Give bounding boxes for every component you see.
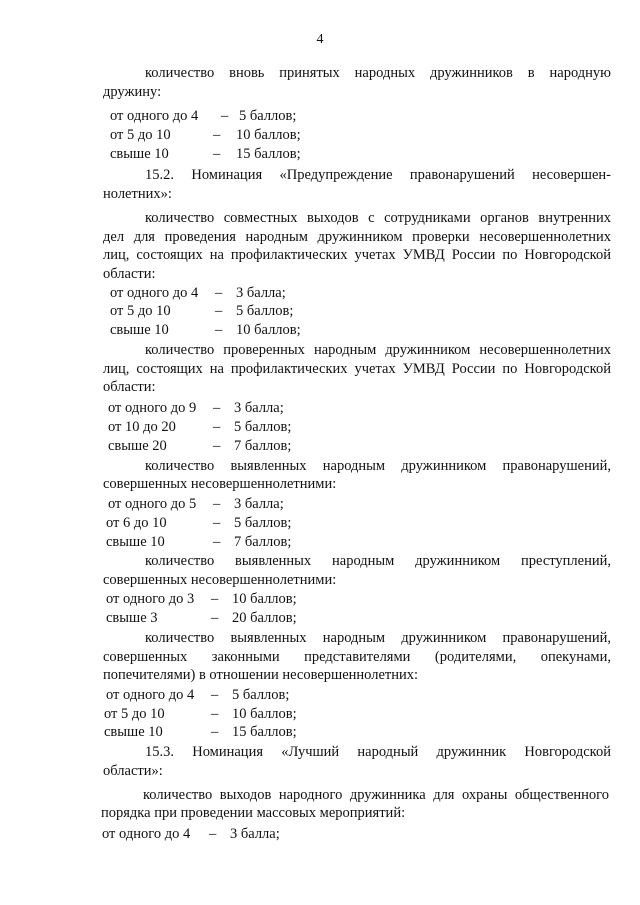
dash: –: [211, 724, 219, 740]
score-range: от одного до 9: [108, 400, 197, 416]
score-value: 5 баллов;: [239, 108, 297, 124]
score-range: свыше 10: [104, 724, 163, 740]
paragraph-line: дружину:: [103, 84, 162, 100]
score-value: 5 баллов;: [236, 303, 294, 319]
score-range: от 5 до 10: [110, 303, 171, 319]
dash: –: [213, 515, 221, 531]
score-value: 7 баллов;: [234, 438, 292, 454]
dash: –: [215, 303, 223, 319]
paragraph-line: совершенных несовершеннолетними:: [103, 572, 337, 588]
score-value: 5 баллов;: [234, 515, 292, 531]
score-range: от 5 до 10: [110, 127, 171, 143]
section-heading: 15.3. Номинация «Лучший народный дружинник Новгородской: [145, 744, 611, 760]
score-range: от одного до 4: [110, 285, 199, 301]
score-value: 3 балла;: [234, 400, 284, 416]
dash: –: [213, 534, 221, 550]
score-range: от одного до 4: [102, 826, 191, 842]
dash: –: [213, 419, 221, 435]
dash: –: [215, 322, 223, 338]
paragraph-line: области:: [103, 379, 156, 395]
score-range: от 10 до 20: [108, 419, 176, 435]
score-range: свыше 10: [106, 534, 165, 550]
paragraph-line: нолетних»:: [103, 186, 172, 202]
paragraph-line: количество выявленных народным дружинником правонарушений,: [145, 458, 611, 474]
score-value: 5 баллов;: [234, 419, 292, 435]
dash: –: [211, 610, 219, 626]
score-range: от 6 до 10: [106, 515, 167, 531]
dash: –: [211, 706, 219, 722]
score-range: свыше 10: [110, 146, 169, 162]
dash: –: [215, 285, 223, 301]
dash: –: [221, 108, 229, 124]
paragraph-line: совершенных законными представителями (родителями, опекунами,: [103, 649, 611, 665]
paragraph-line: лиц, состоящих на профилактических учетах УМВД России по Новгородской: [103, 247, 611, 263]
score-value: 15 баллов;: [232, 724, 297, 740]
score-range: от 5 до 10: [104, 706, 165, 722]
score-range: от одного до 3: [106, 591, 195, 607]
paragraph-line: количество выявленных народным дружинником преступлений,: [145, 553, 611, 569]
paragraph-line: порядка при проведении массовых мероприятий:: [101, 805, 406, 821]
score-range: от одного до 4: [106, 687, 195, 703]
score-value: 10 баллов;: [232, 706, 297, 722]
dash: –: [213, 400, 221, 416]
paragraph-line: дел для проведения народным дружинником проверки несовершеннолетних: [103, 229, 611, 245]
score-range: от одного до 5: [108, 496, 197, 512]
paragraph-line: лиц, состоящих на профилактических учетах УМВД России по Новгородской: [103, 361, 611, 377]
score-range: свыше 20: [108, 438, 167, 454]
score-range: свыше 10: [110, 322, 169, 338]
paragraph-line: количество проверенных народным дружинником несовершеннолетних: [145, 342, 611, 358]
score-value: 15 баллов;: [236, 146, 301, 162]
score-value: 20 баллов;: [232, 610, 297, 626]
score-value: 3 балла;: [230, 826, 280, 842]
paragraph-line: попечителями) в отношении несовершеннолетних:: [103, 667, 419, 683]
dash: –: [213, 146, 221, 162]
score-value: 10 баллов;: [236, 322, 301, 338]
score-range: свыше 3: [106, 610, 158, 626]
paragraph-line: совершенных несовершеннолетними:: [103, 476, 337, 492]
score-value: 3 балла;: [236, 285, 286, 301]
dash: –: [213, 496, 221, 512]
score-range: от одного до 4: [110, 108, 199, 124]
dash: –: [211, 591, 219, 607]
score-value: 7 баллов;: [234, 534, 292, 550]
paragraph-line: количество выявленных народным дружинником правонарушений,: [145, 630, 611, 646]
paragraph-line: области:: [103, 266, 156, 282]
score-value: 3 балла;: [234, 496, 284, 512]
score-value: 10 баллов;: [236, 127, 301, 143]
dash: –: [211, 687, 219, 703]
dash: –: [209, 826, 217, 842]
paragraph-line: количество вновь принятых народных дружинников в народную: [145, 65, 611, 81]
paragraph-line: области»:: [103, 763, 163, 779]
dash: –: [213, 438, 221, 454]
paragraph-line: количество совместных выходов с сотрудниками органов внутренних: [145, 210, 611, 226]
paragraph-line: количество выходов народного дружинника для охраны общественного: [143, 787, 609, 803]
dash: –: [213, 127, 221, 143]
section-heading: 15.2. Номинация «Предупреждение правонарушений несовершен-: [145, 167, 611, 183]
score-value: 10 баллов;: [232, 591, 297, 607]
page-number: 4: [316, 32, 324, 47]
score-value: 5 баллов;: [232, 687, 290, 703]
